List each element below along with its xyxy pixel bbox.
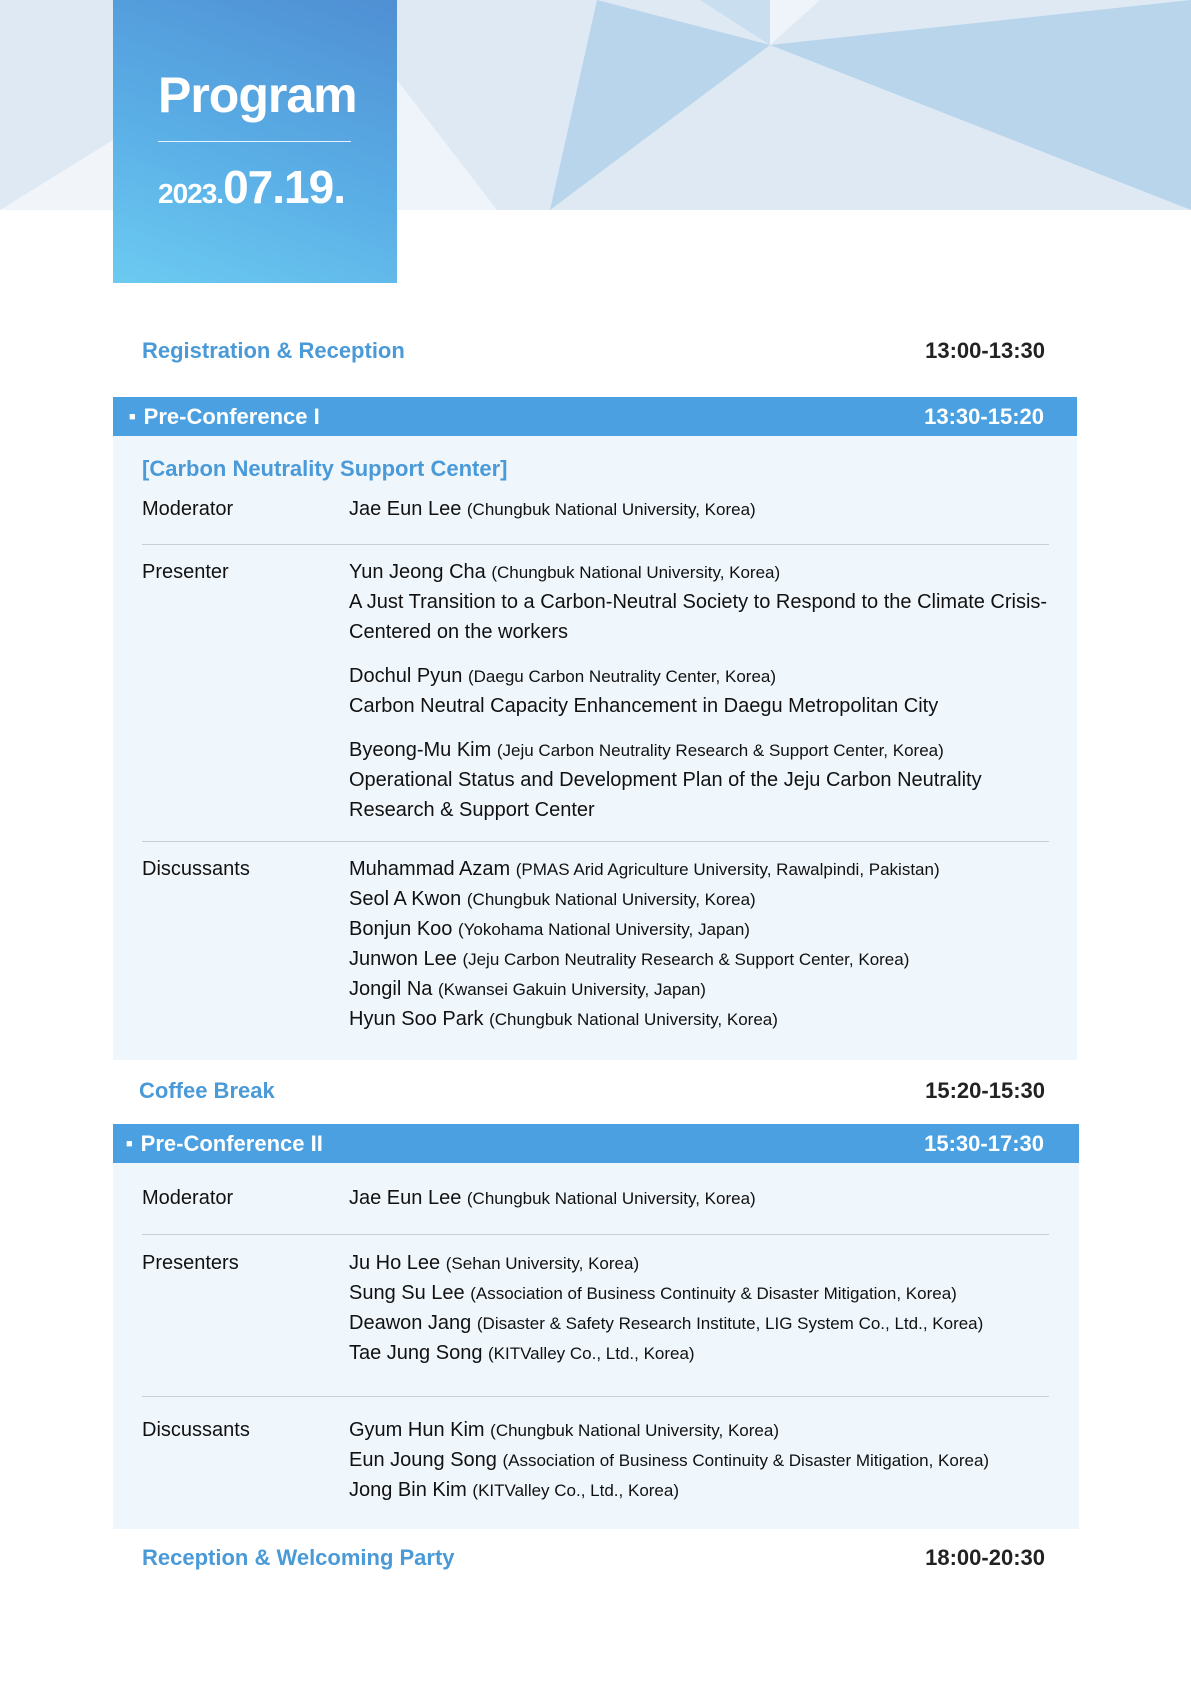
presenter-item — [349, 557, 1049, 647]
presenter-role: Presenter — [142, 561, 229, 583]
discussant-name: Jong Bin Kim — [349, 1479, 467, 1501]
pre-conference-1-time: 13:30-15:20 — [924, 404, 1044, 429]
pre-conference-2-label: ■ Pre-Conference II — [126, 1131, 323, 1157]
moderator-role: Moderator — [142, 1187, 234, 1209]
presenter-name: Deawon Jang — [349, 1312, 472, 1334]
discussant-role: Discussants — [142, 858, 250, 880]
date-year: 2023. — [158, 178, 224, 209]
presenter-list — [349, 1248, 1049, 1368]
discussant-role: Discussants — [142, 1419, 250, 1441]
presenter-affiliation: (Association of Business Continuity & Disaster Mitigation, Korea) — [470, 1284, 957, 1303]
moderator — [349, 494, 1049, 524]
moderator-name: Jae Eun Lee — [349, 498, 462, 520]
center-title: [Carbon Neutrality Support Center] — [142, 456, 508, 481]
discussant-name: Seol A Kwon — [349, 888, 462, 910]
divider — [142, 841, 1049, 842]
coffee-break-row — [139, 1078, 1045, 1108]
pre-conference-1-bar — [113, 397, 1077, 436]
discussant-item — [349, 914, 1049, 944]
presenter-affiliation: (Disaster & Safety Research Institute, LIG System Co., Ltd., Korea) — [476, 1314, 984, 1333]
reception-party-time: 18:00-20:30 — [925, 1545, 1045, 1570]
presenter-item — [349, 1248, 1049, 1278]
registration-time: 13:00-13:30 — [925, 338, 1045, 363]
discussant-affiliation: (Yokohama National University, Japan) — [457, 920, 750, 939]
pre-conference-2-time: 15:30-17:30 — [924, 1131, 1044, 1156]
presenter-affiliation: (Sehan University, Korea) — [445, 1254, 640, 1273]
discussant-item — [349, 1415, 1049, 1445]
discussant-item — [349, 974, 1049, 1004]
pre-conference-2-panel — [113, 1163, 1079, 1529]
pre-conference-1-panel — [113, 436, 1077, 1060]
title-divider — [158, 141, 351, 142]
presenter-item — [349, 1308, 1049, 1338]
divider — [142, 1396, 1049, 1397]
discussant-affiliation: (Jeju Carbon Neutrality Research & Support Center, Korea) — [462, 950, 910, 969]
program-date — [158, 160, 345, 214]
moderator-affiliation: (Chungbuk National University, Korea) — [466, 1189, 756, 1208]
discussant-affiliation: (Chungbuk National University, Korea) — [466, 890, 756, 909]
discussant-item — [349, 1004, 1049, 1034]
discussant-item — [349, 1475, 1049, 1505]
presentation-title: Operational Status and Development Plan of the Jeju Carbon Neutrality Research & Support Center — [349, 769, 982, 821]
presenter-affiliation: (KITValley Co., Ltd., Korea) — [488, 1344, 695, 1363]
discussant-name: Gyum Hun Kim — [349, 1419, 485, 1441]
discussant-list — [349, 854, 1049, 1034]
title-box — [113, 0, 397, 283]
coffee-break-time: 15:20-15:30 — [925, 1078, 1045, 1103]
divider — [142, 544, 1049, 545]
discussant-affiliation: (KITValley Co., Ltd., Korea) — [472, 1481, 680, 1500]
presenter-list — [349, 557, 1049, 825]
presenter-role: Presenters — [142, 1252, 239, 1274]
discussant-affiliation: (Chungbuk National University, Korea) — [490, 1421, 779, 1440]
reception-party-row — [142, 1545, 1045, 1575]
presentation-title: Carbon Neutral Capacity Enhancement in Daegu Metropolitan City — [349, 695, 939, 717]
reception-party-label: Reception & Welcoming Party — [142, 1545, 455, 1570]
divider — [142, 1234, 1049, 1235]
discussant-name: Junwon Lee — [349, 948, 457, 970]
pre-conference-1-label: ■ Pre-Conference I — [129, 404, 320, 430]
discussant-list — [349, 1415, 1049, 1505]
presenter-item — [349, 1278, 1049, 1308]
discussant-name: Bonjun Koo — [349, 918, 453, 940]
moderator-name: Jae Eun Lee — [349, 1187, 462, 1209]
moderator-role: Moderator — [142, 498, 234, 520]
discussant-name: Jongil Na — [349, 978, 433, 1000]
presenter-name: Byeong-Mu Kim — [349, 739, 492, 761]
pre-conference-2-bar — [113, 1124, 1079, 1163]
presenter-affiliation: (Daegu Carbon Neutrality Center, Korea) — [467, 667, 777, 686]
discussant-affiliation: (Kwansei Gakuin University, Japan) — [437, 980, 706, 999]
moderator-affiliation: (Chungbuk National University, Korea) — [466, 500, 756, 519]
presenter-item — [349, 735, 1049, 825]
presenter-name: Dochul Pyun — [349, 665, 463, 687]
discussant-name: Muhammad Azam — [349, 858, 511, 880]
presenter-affiliation: (Chungbuk National University, Korea) — [491, 563, 781, 582]
discussant-affiliation: (Association of Business Continuity & Disaster Mitigation, Korea) — [502, 1451, 990, 1470]
discussant-affiliation: (Chungbuk National University, Korea) — [489, 1010, 778, 1029]
presenter-affiliation: (Jeju Carbon Neutrality Research & Support Center, Korea) — [496, 741, 944, 760]
presenter-name: Sung Su Lee — [349, 1282, 465, 1304]
date-month-day: 07.19. — [223, 161, 345, 213]
page-title: Program — [158, 67, 357, 123]
discussant-item — [349, 1445, 1049, 1475]
registration-label: Registration & Reception — [142, 338, 405, 363]
discussant-name: Hyun Soo Park — [349, 1008, 484, 1030]
presentation-title: A Just Transition to a Carbon-Neutral Society to Respond to the Climate Crisis-Centered on the workers — [349, 591, 1048, 643]
presenter-name: Tae Jung Song — [349, 1342, 483, 1364]
discussant-item — [349, 854, 1049, 884]
discussant-item — [349, 884, 1049, 914]
presenter-name: Ju Ho Lee — [349, 1252, 441, 1274]
discussant-name: Eun Joung Song — [349, 1449, 497, 1471]
discussant-item — [349, 944, 1049, 974]
coffee-break-label: Coffee Break — [139, 1078, 275, 1103]
registration-row — [142, 338, 1045, 368]
moderator — [349, 1183, 1049, 1213]
discussant-affiliation: (PMAS Arid Agriculture University, Rawalpindi, Pakistan) — [515, 860, 940, 879]
presenter-name: Yun Jeong Cha — [349, 561, 486, 583]
presenter-item — [349, 1338, 1049, 1368]
presenter-item — [349, 661, 1049, 721]
